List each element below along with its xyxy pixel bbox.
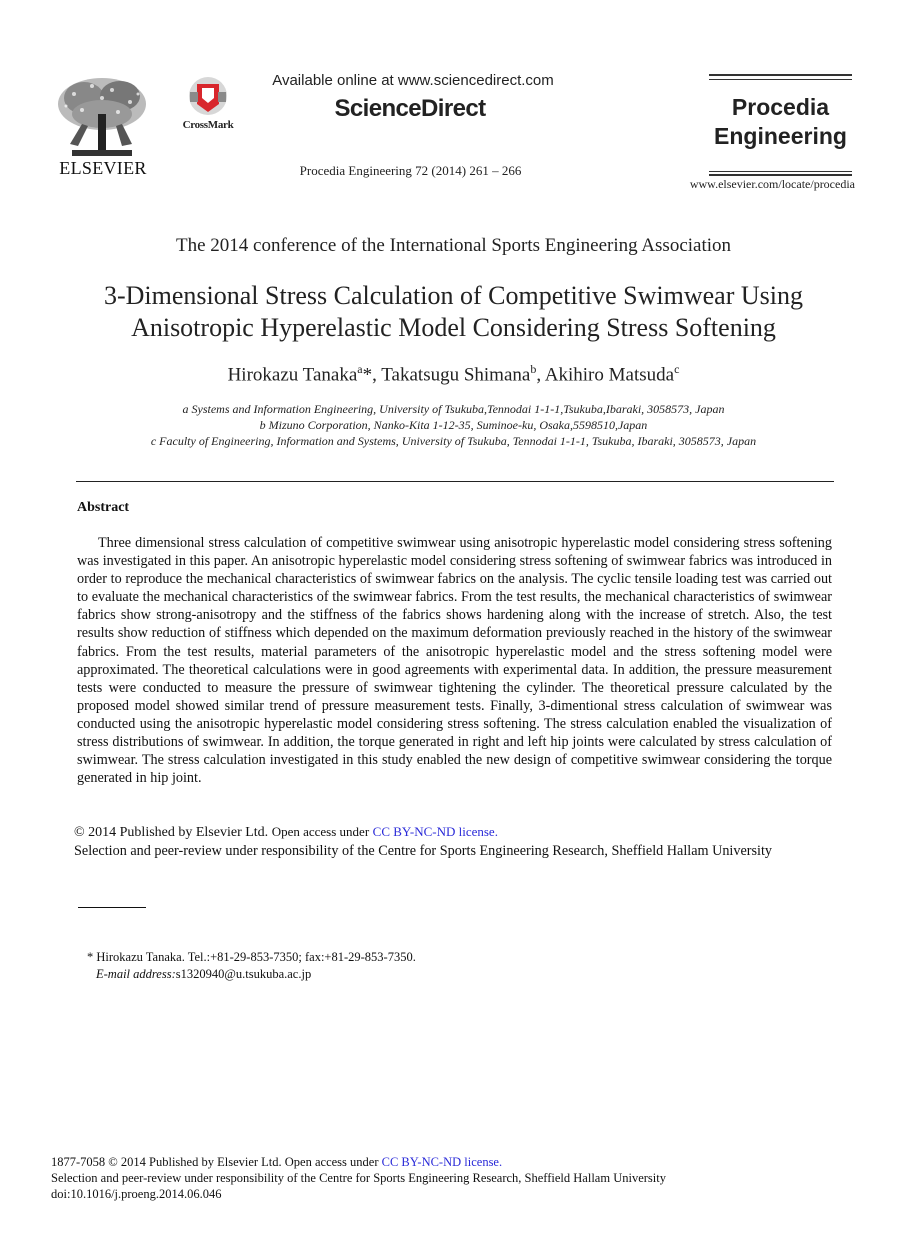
license-link[interactable]: CC BY-NC-ND license. xyxy=(372,824,498,839)
journal-name-line: Engineering xyxy=(714,123,847,149)
email-address[interactable]: s1320940@u.tsukuba.ac.jp xyxy=(175,967,312,981)
journal-rule xyxy=(709,171,852,172)
open-access-text: Open access under xyxy=(271,824,370,839)
author-name: Akihiro Matsuda xyxy=(544,364,675,386)
abstract-body: Three dimensional stress calculation of competitive swimwear using anisotropic hyperelastic model considering stress softening was investigated in this paper. An anisotropic hyperelastic model considering stress softening of swimwear fabrics was introduced in order to reproduce the mechanical characteristics of swimwear fabrics on the analysis. The cyclic tensile loading test was carried out to evaluate the mechanical characteristics of the swimwear fabrics. From the test results, the mechanical characteristics of swimwear fabrics show strong-anisotropy and the stiffness of the fabrics shows hardening along with the increase of stretch. Also, the test results show reduction of stiffness which depended on the maximum deformation previously reached in the history of the swimwear fabrics. From the test results, material parameters of the anisotropic hyperelastic model and the stress softening model were approximated. The theoretical calculations were in good agreements with experimental data. In addition, the pressure measurement tests were conducted to measure the pressure of swimwear tightening the cylinder. The theoretical pressure calculated by the proposed model showed similar trend of pressure measurement tests. Finally, 3-dimentional stress calculation of swimwear was conducted using the anisotropic hyperelastic model considering stress softening. The stress calculation enabled the visualization of stress distributions of swimwear. In addition, the torque generated in right and left hip joints were calculated by stress calculation of swimwear. The stress calculation investigated in this study enabled the new design of competitive swimwear considering the torque generated in hip joint. xyxy=(77,535,832,787)
affiliation-marker: a xyxy=(357,362,363,376)
sciencedirect-wordmark[interactable]: ScienceDirect xyxy=(334,95,486,122)
journal-url[interactable]: www.elsevier.com/locate/procedia xyxy=(689,177,855,191)
paper-title xyxy=(40,280,867,344)
footnote-rule xyxy=(78,907,146,908)
page-footer-issn xyxy=(51,1155,502,1170)
journal-rule xyxy=(709,174,852,176)
affiliation-line: a Systems and Information Engineering, University of Tsukuba,Tennodai 1-1-1,Tsukuba,Ibaraki, 3058573, Japan xyxy=(182,402,725,416)
author-name: Takatsugu Shimana xyxy=(381,364,531,386)
journal-citation: Procedia Engineering 72 (2014) 261 – 266 xyxy=(299,163,522,178)
section-divider xyxy=(76,481,834,482)
email-footnote xyxy=(96,967,311,982)
corresponding-author-footnote: * Hirokazu Tanaka. Tel.:+81-29-853-7350; fax:+81-29-853-7350. xyxy=(87,950,416,964)
copyright-line xyxy=(74,824,834,841)
affiliation-line: c Faculty of Engineering, Information and Systems, University of Tsukuba, Tennodai 1-1-1, Tsukuba, Ibaraki, 3058573, Japan xyxy=(150,434,757,448)
journal-rule xyxy=(709,74,852,76)
affiliation-marker: b xyxy=(530,362,537,376)
journal-name xyxy=(709,93,852,151)
affiliations xyxy=(60,401,847,449)
corresponding-mark: * xyxy=(362,364,373,386)
copyright-text: © 2014 Published by Elsevier Ltd. xyxy=(74,825,269,840)
crossmark-label[interactable]: CrossMark xyxy=(182,119,234,131)
author-list xyxy=(0,362,907,386)
footer-license-link[interactable]: CC BY-NC-ND license. xyxy=(381,1155,503,1169)
page-footer-doi[interactable]: doi:10.1016/j.proeng.2014.06.046 xyxy=(51,1187,222,1201)
issn-text: 1877-7058 © 2014 Published by Elsevier Ltd. Open access under xyxy=(51,1155,379,1169)
affiliation-marker: c xyxy=(674,362,680,376)
paper-title-line: 3-Dimensional Stress Calculation of Competitive Swimwear Using xyxy=(103,281,804,310)
affiliation-line: b Mizuno Corporation, Nanko-Kita 1-12-35, Suminoe-ku, Osaka,5598510,Japan xyxy=(259,418,648,432)
journal-name-line: Procedia xyxy=(731,94,830,120)
available-online-text[interactable]: Available online at www.sciencedirect.com xyxy=(272,72,554,89)
abstract-heading: Abstract xyxy=(77,500,130,515)
paper-title-line: Anisotropic Hyperelastic Model Considering Stress Softening xyxy=(131,313,776,342)
conference-name: The 2014 conference of the International Sports Engineering Association xyxy=(175,235,732,256)
author-separator: , xyxy=(372,364,382,386)
author-separator: , xyxy=(536,364,545,386)
journal-rule xyxy=(709,79,852,80)
email-label: E-mail address: xyxy=(96,967,176,981)
author-name: Hirokazu Tanaka xyxy=(227,364,358,386)
elsevier-wordmark: ELSEVIER xyxy=(59,158,147,178)
peer-review-statement: Selection and peer-review under responsibility of the Centre for Sports Engineering Research, Sheffield Hallam University xyxy=(74,843,772,859)
page-footer-peer-review: Selection and peer-review under responsibility of the Centre for Sports Engineering Research, Sheffield Hallam University xyxy=(51,1171,666,1185)
